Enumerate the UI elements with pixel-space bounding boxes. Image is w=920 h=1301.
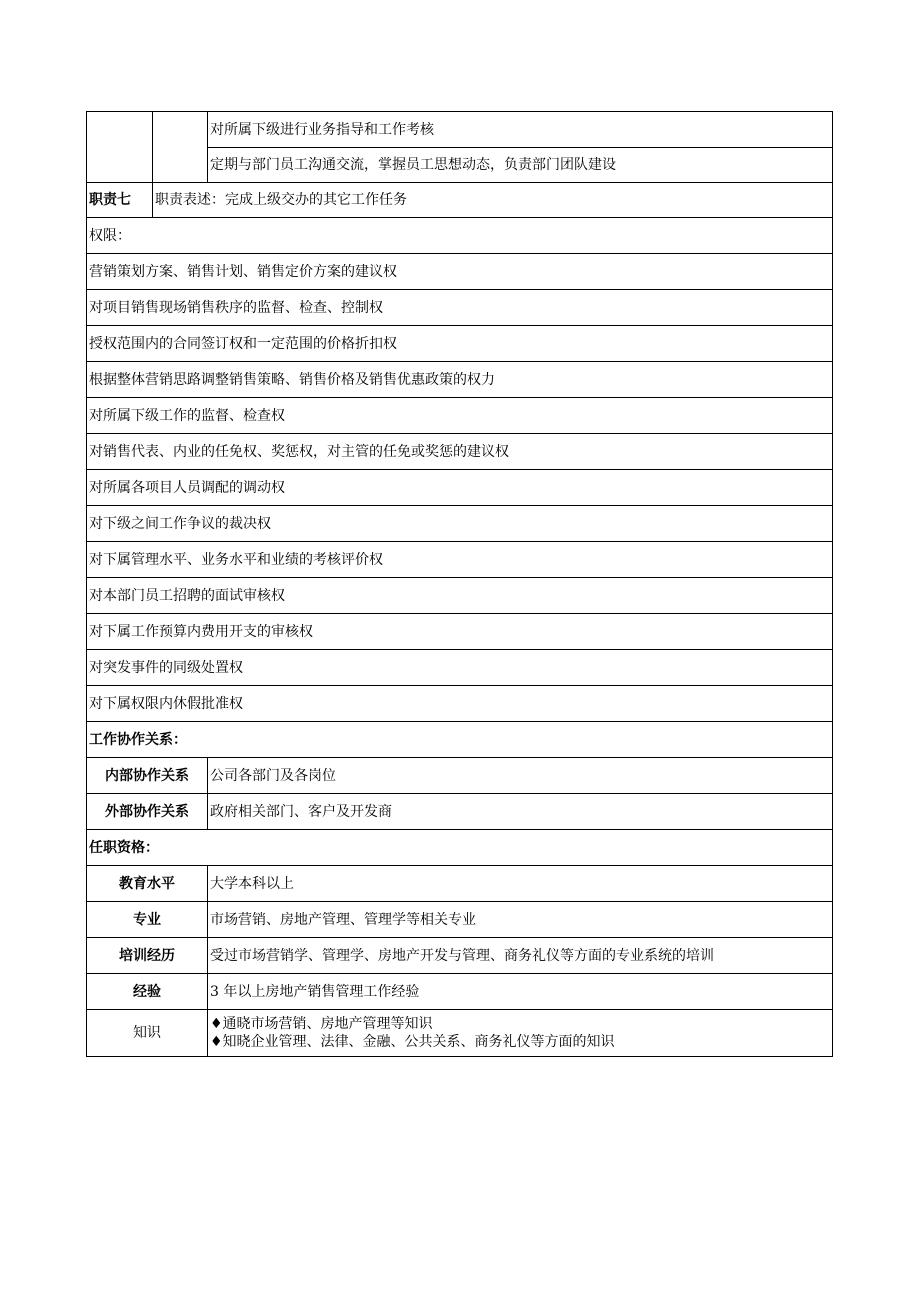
external-cooperation-value: 政府相关部门、客户及开发商 xyxy=(208,794,833,830)
authority-item: 对所属下级工作的监督、检查权 xyxy=(87,398,833,434)
external-cooperation-label: 外部协作关系 xyxy=(87,794,208,830)
training-label: 培训经历 xyxy=(87,938,208,974)
duty-label-empty xyxy=(87,112,153,183)
authority-item: 对所属各项目人员调配的调动权 xyxy=(87,470,833,506)
duty7-text: 职责表述：完成上级交办的其它工作任务 xyxy=(153,183,833,218)
authority-item: 对本部门员工招聘的面试审核权 xyxy=(87,578,833,614)
duty7-label: 职责七 xyxy=(87,183,153,218)
knowledge-item: ♦通晓市场营销、房地产管理等知识 xyxy=(210,1016,433,1032)
authority-item: 对下属管理水平、业务水平和业绩的考核评价权 xyxy=(87,542,833,578)
education-value: 大学本科以上 xyxy=(208,866,833,902)
authority-item: 对销售代表、内业的任免权、奖惩权，对主管的任免或奖惩的建议权 xyxy=(87,434,833,470)
qualifications-heading: 任职资格： xyxy=(87,830,833,866)
cooperation-heading: 工作协作关系： xyxy=(87,722,833,758)
internal-cooperation-label: 内部协作关系 xyxy=(87,758,208,794)
authority-item: 对下属工作预算内费用开支的审核权 xyxy=(87,614,833,650)
duty-item: 对所属下级进行业务指导和工作考核 xyxy=(208,112,833,148)
education-label: 教育水平 xyxy=(87,866,208,902)
authority-item: 对项目销售现场销售秩序的监督、检查、控制权 xyxy=(87,290,833,326)
job-description-document xyxy=(86,111,832,1057)
internal-cooperation-value: 公司各部门及各岗位 xyxy=(208,758,833,794)
authority-item: 对突发事件的同级处置权 xyxy=(87,650,833,686)
authority-heading: 权限： xyxy=(87,218,833,254)
authority-item: 对下属权限内休假批准权 xyxy=(87,686,833,722)
major-value: 市场营销、房地产管理、管理学等相关专业 xyxy=(208,902,833,938)
authority-item: 授权范围内的合同签订权和一定范围的价格折扣权 xyxy=(87,326,833,362)
duty-sublabel-empty xyxy=(153,112,208,183)
knowledge-label: 知识 xyxy=(87,1010,208,1057)
major-label: 专业 xyxy=(87,902,208,938)
authority-item: 对下级之间工作争议的裁决权 xyxy=(87,506,833,542)
knowledge-value xyxy=(208,1010,833,1057)
duty-item: 定期与部门员工沟通交流，掌握员工思想动态，负责部门团队建设 xyxy=(208,148,833,183)
training-value: 受过市场营销学、管理学、房地产开发与管理、商务礼仪等方面的专业系统的培训 xyxy=(208,938,833,974)
authority-item: 营销策划方案、销售计划、销售定价方案的建议权 xyxy=(87,254,833,290)
knowledge-item: ♦知晓企业管理、法律、金融、公共关系、商务礼仪等方面的知识 xyxy=(210,1034,615,1050)
experience-label: 经验 xyxy=(87,974,208,1010)
experience-value: 3 年以上房地产销售管理工作经验 xyxy=(208,974,833,1010)
authority-item: 根据整体营销思路调整销售策略、销售价格及销售优惠政策的权力 xyxy=(87,362,833,398)
job-description-table xyxy=(86,111,833,1057)
